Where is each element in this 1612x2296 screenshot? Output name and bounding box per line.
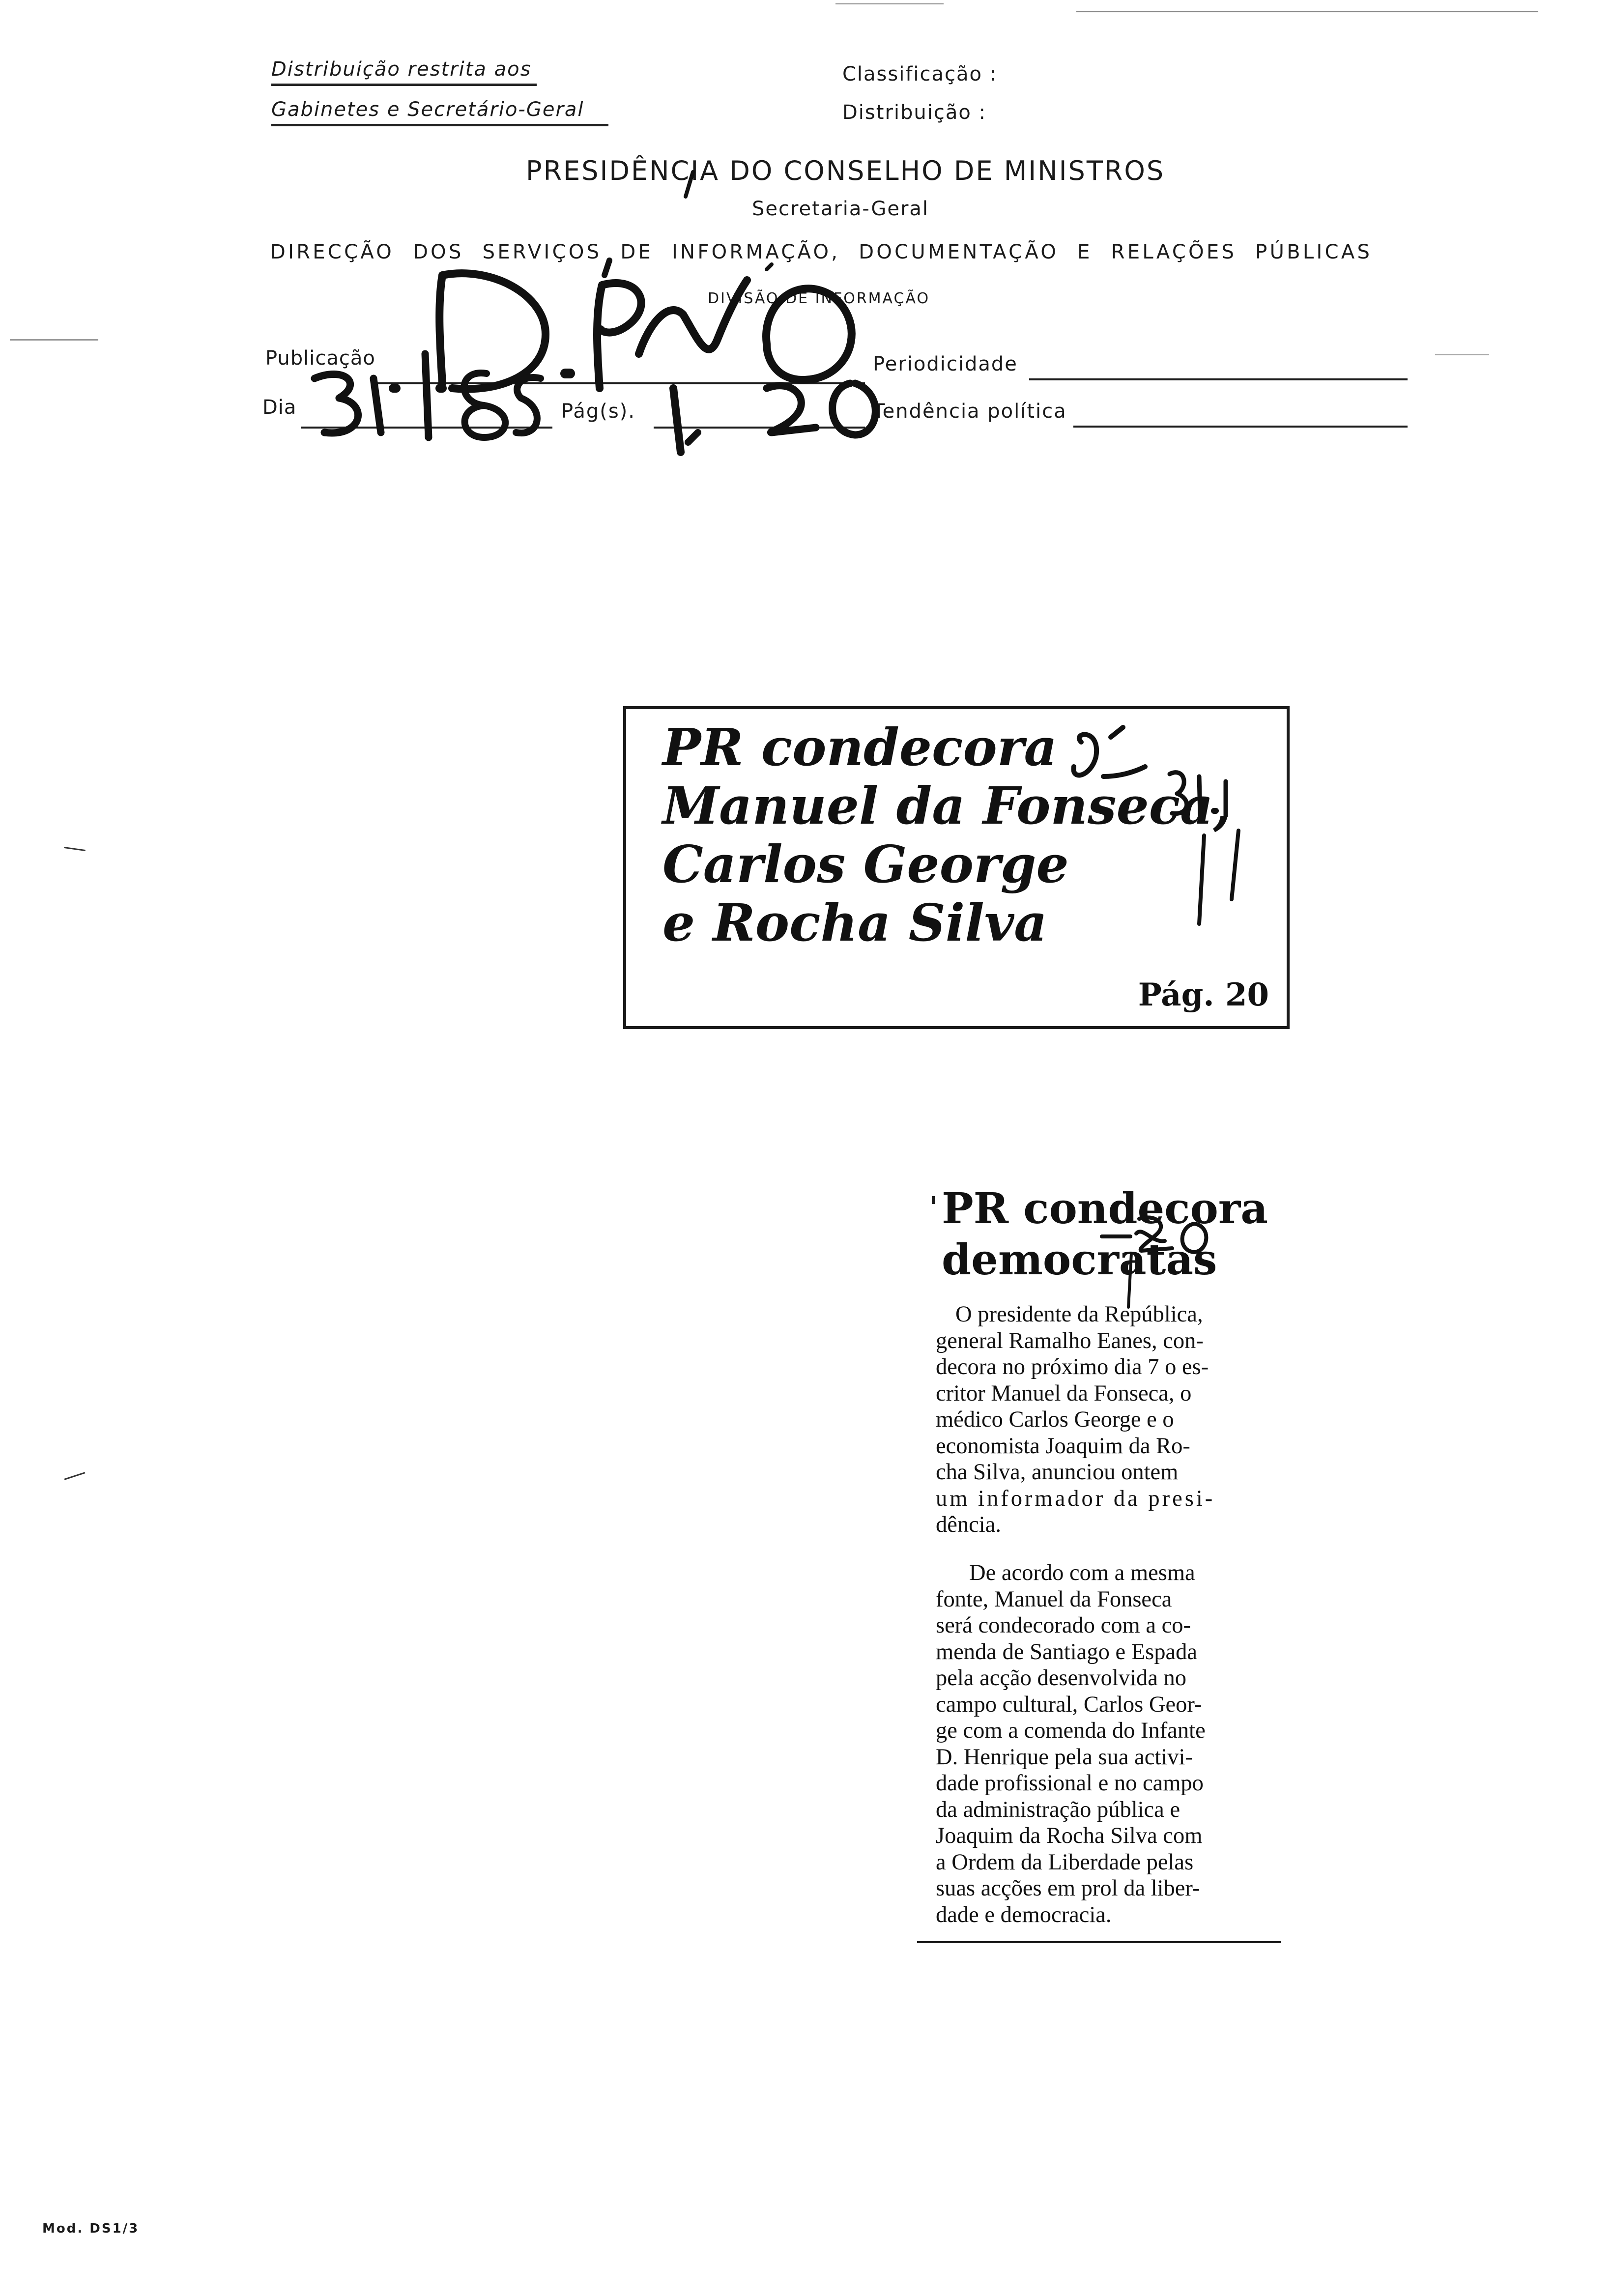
publication-field-line [374,382,865,384]
model-code: Mod. DS1/3 [42,2221,140,2236]
article-end-rule [917,1941,1281,1943]
distribution-restriction-line1: Distribuição restrita aos [271,58,537,86]
article-paragraph-1 [936,1301,1215,1538]
article-title [942,1183,1268,1286]
article-line: a Ordem da Liberdade pelas [936,1849,1194,1875]
scan-dash-right [1435,354,1489,355]
handwritten-publication-d-povo [439,260,852,389]
distribution-label: Distribuição : [842,101,987,124]
scan-mark-left-1 [64,847,86,851]
classification-label: Classificação : [842,63,998,86]
scan-edge-line-top-short [835,3,944,4]
article-line: médico Carlos George e o [936,1407,1174,1432]
handwritten-pages [673,383,875,452]
article-line: fonte, Manuel da Fonseca [936,1586,1172,1612]
pages-field-line [654,427,865,429]
article-line: D. Henrique pela sua activi- [936,1744,1193,1770]
article-line: campo cultural, Carlos Geor- [936,1692,1202,1717]
article-line: general Ramalho Eanes, con- [936,1328,1204,1353]
article-line: decora no próximo dia 7 o es- [936,1354,1209,1379]
publication-label: Publicação [265,347,375,370]
article-line: um informador da presi- [936,1486,1215,1511]
org-title: PRESIDÊNCIA DO CONSELHO DE MINISTROS [526,155,1165,186]
org-subtitle: Secretaria-Geral [752,198,929,220]
clipping-headline-box [623,706,1290,1029]
article-title-dash [932,1196,935,1204]
article-line: dência. [936,1512,1001,1537]
article-line: critor Manuel da Fonseca, o [936,1380,1192,1406]
clipping-page-ref: Pág. 20 [1138,976,1269,1013]
periodicity-field-line [1029,378,1408,380]
article-line: suas acções em prol da liber- [936,1876,1200,1901]
handwritten-tick-mark [767,264,772,269]
article-paragraph-2 [936,1560,1206,1928]
article-line: será condecorado com a co- [936,1613,1191,1638]
pages-label: Pág(s). [561,400,635,423]
article-line: dade e democracia. [936,1902,1112,1927]
article-line: cha Silva, anunciou ontem [936,1460,1179,1485]
clipping-headline-line: Manuel da Fonseca, [662,775,1231,836]
article-line: pela acção desenvolvida no [936,1665,1186,1691]
day-field-line [301,427,552,429]
article-title-line: democratas [942,1235,1217,1285]
scan-dash-left [10,339,98,341]
scan-edge-line-top [1076,11,1538,12]
article-line: economista Joaquim da Ro- [936,1433,1190,1459]
article-line: Joaquim da Rocha Silva com [936,1823,1203,1848]
clipping-headline-line: e Rocha Silva [662,892,1047,953]
political-tendency-field-line [1073,426,1408,428]
division-line: DIVISÃO DE INFORMAÇÃO [708,290,930,307]
clipping-headline [662,717,1231,953]
periodicity-label: Periodicidade [873,353,1018,375]
directorate-line: DIRECÇÃO DOS SERVIÇOS DE INFORMAÇÃO, DOCUMENTAÇÃO E RELAÇÕES PÚBLICAS [270,241,1373,263]
scan-mark-left-2 [64,1472,86,1480]
article-line: da administração pública e [936,1797,1180,1822]
article-line: menda de Santiago e Espada [936,1639,1197,1665]
clipping-headline-line: PR condecora [662,717,1057,777]
day-label: Dia [262,396,297,419]
article-line: De acordo com a mesma [969,1560,1195,1585]
article-title-line: PR condecora [942,1184,1268,1234]
clipping-headline-line: Carlos George [662,834,1069,894]
political-tendency-label: Tendência política [873,400,1067,423]
article-line: dade profissional e no campo [936,1771,1204,1796]
article-line: ge com a comenda do Infante [936,1718,1206,1743]
article-line: O presidente da República, [955,1302,1203,1327]
distribution-restriction-line2: Gabinetes e Secretário-Geral [271,98,608,126]
